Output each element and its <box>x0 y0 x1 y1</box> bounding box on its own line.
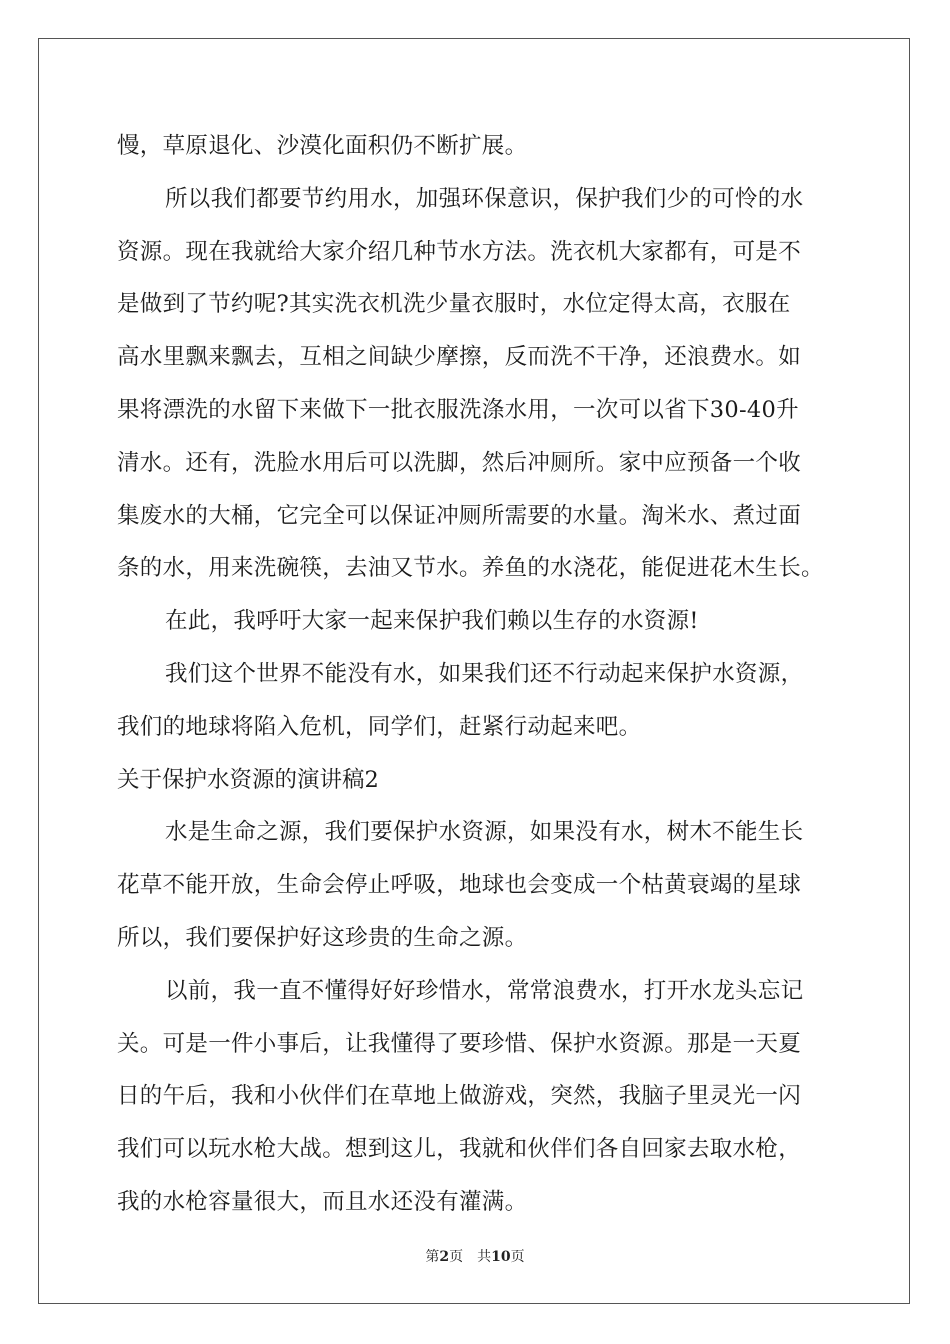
paragraph-line: 资源。现在我就给大家介绍几种节水方法。洗衣机大家都有，可是不 <box>117 238 802 265</box>
paragraph-line: 在此，我呼吁大家一起来保护我们赖以生存的水资源! <box>165 608 699 635</box>
paragraph-line: 花草不能开放，生命会停止呼吸，地球也会变成一个枯黄衰竭的星球 <box>117 872 802 899</box>
paragraph-line: 我们的地球将陷入危机，同学们，赶紧行动起来吧。 <box>117 713 642 740</box>
page-prefix: 第 <box>425 1249 440 1265</box>
paragraph-line: 慢，草原退化、沙漠化面积仍不断扩展。 <box>117 133 528 159</box>
paragraph-line: 所以我们都要节约用水，加强环保意识，保护我们少的可怜的水 <box>165 185 804 212</box>
page-footer <box>0 1246 950 1266</box>
paragraph-line: 高水里飘来飘去，互相之间缺少摩擦，反而洗不干净，还浪费水。如 <box>117 344 802 371</box>
paragraph-line: 关。可是一件小事后，让我懂得了要珍惜、保护水资源。那是一天夏 <box>117 1030 802 1057</box>
paragraph-line: 所以，我们要保护好这珍贵的生命之源。 <box>117 924 528 951</box>
section-heading: 关于保护水资源的演讲稿2 <box>117 766 379 793</box>
paragraph-line: 以前，我一直不懂得好好珍惜水，常常浪费水，打开水龙头忘记 <box>165 977 804 1004</box>
paragraph-line: 水是生命之源，我们要保护水资源，如果没有水，树木不能生长 <box>165 819 804 846</box>
paragraph-line: 果将漂洗的水留下来做下一批衣服洗涤水用，一次可以省下30-40升 <box>117 396 799 423</box>
paragraph-line: 我的水枪容量很大，而且水还没有灌满。 <box>117 1188 528 1215</box>
paragraph-line: 我们可以玩水枪大战。想到这儿，我就和伙伴们各自回家去取水枪， <box>117 1136 802 1163</box>
paragraph-line: 集废水的大桶，它完全可以保证冲厕所需要的水量。淘米水、煮过面 <box>117 502 802 529</box>
paragraph-line: 条的水，用来洗碗筷，去油又节水。养鱼的水浇花，能促进花木生长。 <box>117 555 824 582</box>
total-page-number: 10 <box>491 1249 511 1265</box>
paragraph-line: 是做到了节约呢?其实洗衣机洗少量衣服时，水位定得太高，衣服在 <box>117 291 791 318</box>
paragraph-line: 我们这个世界不能没有水，如果我们还不行动起来保护水资源， <box>165 660 804 687</box>
total-prefix: 共 <box>477 1249 492 1265</box>
current-page-number: 2 <box>439 1249 450 1265</box>
total-suffix: 页 <box>510 1249 525 1265</box>
paragraph-line: 日的午后，我和小伙伴们在草地上做游戏，突然，我脑子里灵光一闪 <box>117 1083 802 1110</box>
document-body <box>117 120 843 1229</box>
paragraph-line: 清水。还有，洗脸水用后可以洗脚，然后冲厕所。家中应预备一个收 <box>117 449 802 476</box>
page-suffix: 页 <box>449 1249 464 1265</box>
